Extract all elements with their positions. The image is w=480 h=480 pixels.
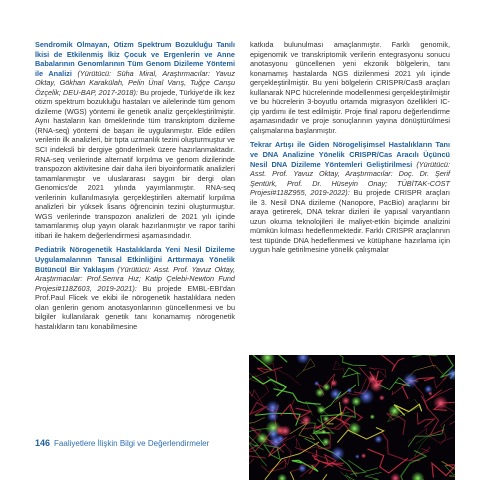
fluorescence-microscopy-icon <box>249 355 455 480</box>
page-number: 146 <box>35 438 51 448</box>
section-2-continued <box>250 40 450 135</box>
microscopy-image <box>249 355 455 480</box>
section-2-body: Bu projede EMBL-EBI'dan Prof.Paul Flicek ve ekibi ile nörogenetik hastalıklara neden olan genlerin genom anotasyonlarının güncellenmesi ve bu bilgiler kullanılarak genetik tanı konamamış nörogenetik hastalıkların tanı konabilmesine <box>35 283 235 331</box>
section-1-heading: Sendromik Olmayan, Otizm Spektrum Bozukluğu Tanılı İkisi de Etkilenmiş İkiz Çocuk ve Ergenlerin ve Anne Babalarının Genomlarının Tüm Genom Dizileme Yöntemi ile Analizi <box>35 40 235 78</box>
footer-title: Faaliyetlere İlişkin Bilgi ve Değerlendirmeler <box>54 439 210 448</box>
section-3 <box>250 140 450 255</box>
left-column <box>35 40 235 331</box>
section-2-heading: Pediatrik Nörogenetik Hastalıklarda Yeni Nesil Dizileme Uygulamalarının Tanısal Etkinliğini Arttırmaya Yönelik Bütüncül Bir Yaklaşım <box>35 245 235 274</box>
section-3-heading: Tekrar Artışı ile Giden Nörogelişimsel Hastalıkların Tanı ve DNA Analizine Yönelik CRISPR/Cas Aracılı Üçüncü Nesil DNA Dizileme Yöntemleri Geliştirilmesi <box>250 140 450 169</box>
page-footer <box>35 438 209 448</box>
section-2-continued-body: katkıda bulunulması amaçlanmıştır. Farklı genomik, epigenomik ve transkriptomik verilerin entegrasyonu sonucu anotasyonu güncellenen yeni ekzonik bölgelerin, tanı konamamış hastalarda NGS dizilenmesi 2021 yılı içinde gerçekleştirilmiştir. Bu yeni bölgelerin CRISPR/Cas9 araçları kullanarak NPC hücrelerinde modellenmesi gerçekleştirilmiştir ve bu hücrelerin 3-boyutlu ortamda migrasyon özellikleri IC-çip yardımı ile test edilmiştir. Proje final raporu değerlendirme aşamasındadır ve proje sonuçlarının yayına dönüştürülmesi çalışmalarına başlanmıştır. <box>250 40 450 135</box>
section-2 <box>35 245 235 331</box>
section-2-credit: (Yürütücü: Asst. Prof. Yavuz Oktay, Araştırmacılar: Prof.Semra Hız; Katip Çelebi-Newton Fund Projesi#118Z603, 2019-2021): <box>35 264 235 293</box>
right-column <box>250 40 450 255</box>
section-1-credit: (Yürütücü: Süha Miral, Araştırmacılar: Yavuz Oktay, Gökhan Karakülah, Pelin Ünal Varış, Tuğçe Canşu Özçelik; DEU-BAP, 2017-2018): <box>35 68 236 97</box>
section-3-credit: (Yürütücü: Asst. Prof. Yavuz Oktay, Araştırmacılar: Doç. Dr. Şerif Şentürk, Prof. Dr. Hüseyin Onay; TÜBİTAK-COST Projesi#118Z955, 2019-2022): <box>250 159 451 198</box>
section-1-body: Bu projede, Türkiye'de ilk kez otizm spektrum bozukluğu hastaları ve ailelerinde tüm genom dizileme (WGS) yöntemi ile genetik analiz gerçekleştirilmiştir. Aynı hastaların kan örneklerinde tüm transkriptom dizileme (RNA-seq) yöntemi de başarı ile uygulanmıştır. Elde edilen verilerin ilk analizleri, bir tıpta uzmanlık tezini oluşturmuştur ve SCI indeksli bir dergiye gönderilmek üzere hazırlanmaktadır. RNA-seq verilerinde alternatif kırpılma ve genom dizilerinde transpozon aktivitesine dair daha ileri biyoinformatik analizleri tamamlanmıştır ve uluslararası saygın bir dergi olan Genomics'de 2021 yılında yayımlanmıştır. RNA-seq verilerinin kullanılmasıyla gerçekleştirilen alternatif kırpılma analizleri bir yüksek lisans öğrencinin tezini oluşturmuştur. WGS verilerinde transpozon analizleri de 2021 yılı içinde tamamlanmış olup yayın olarak hazırlanmıştır ve rapor tarihi itibari ile hakem değerlendirmesi aşamasındadır. <box>35 87 235 240</box>
section-3-body: Bu projede CRISPR araçları ile 3. Nesil DNA dizileme (Nanopore, PacBio) araçlarını bir araya getirerek, DNA tekrar dizileri ile yapısal varyantların uzun okuma teknolojileri ile maliyet-etkin biçimde analizini mümkün kılması hedeflenmektedir. Farklı CRISPR araçlarının test tüpünde DNA hedeflenmesi ve kütüphane hazırlama için uygun hale getirilmesine yönelik çalışmalar <box>250 188 450 255</box>
section-1 <box>35 40 235 240</box>
